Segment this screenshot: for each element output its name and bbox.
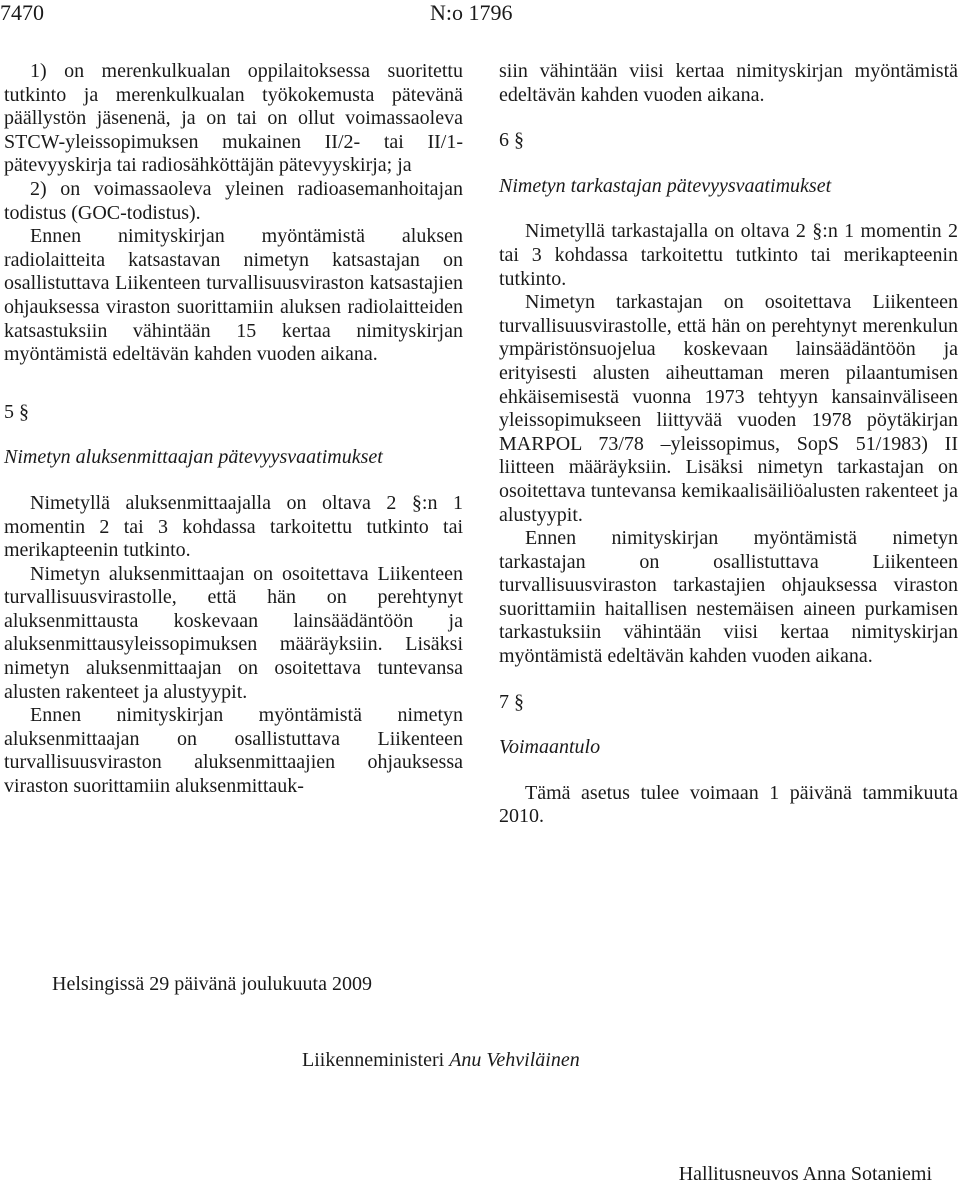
signature-place-date: Helsingissä 29 päivänä joulukuuta 2009 xyxy=(52,973,372,995)
section-6-paragraph-2: Nimetyn tarkastajan on osoitettava Liikenteen turvallisuusvirastolle, että hän on perehtynyt merenkulun ympäristönsuojelua koskevaan lainsäädäntöön ja erityisesti alusten aiheuttaman meren pilaantumisen ehkäisemisestä vuonna 1973 tehtyyn kansainväliseen yleissopimukseen liittyvää vuoden 1978 pöytäkirjan MARPOL 73/78 –yleissopimus, SopS 51/1983) II liitteen määräyksiin. Lisäksi nimetyn tarkastajan on osoitettava tuntevansa kemikaalisäiliöalusten rakenteet ja alustyypit. xyxy=(499,291,958,526)
section-6-paragraph-3: Ennen nimityskirjan myöntämistä nimetyn tarkastajan on osallistuttava Liikenteen turvallisuusviraston tarkastajien ohjauksessa viraston suorittamiin haitallisen nestemäisen aineen purkamisen tarkastuksiin vähintään viisi kertaa nimityskirjan myöntämistä edeltävän kahden vuoden aikana. xyxy=(499,527,958,668)
list-item-1: 1) on merenkulkualan oppilaitoksessa suoritettu tutkinto ja merenkulkualan työkokemusta pätevänä päällystön jäsenenä, ja on tai on ollut voimassaoleva STCW-yleissopimuksen mukainen II/2- tai II/1-pätevyyskirja tai radiosähköttäjän pätevyyskirja; ja xyxy=(4,60,463,177)
list-item-2: 2) on voimassaoleva yleinen radioasemanhoitajan todistus (GOC-todistus). xyxy=(4,177,463,224)
left-column xyxy=(4,60,463,799)
section-5-number: 5 § xyxy=(4,400,29,423)
minister-signature xyxy=(302,1048,580,1072)
minister-title: Liikenneministeri xyxy=(302,1049,445,1071)
section-7-number: 7 § xyxy=(499,690,524,713)
section-6-paragraph-1: Nimetyllä tarkastajalla on oltava 2 §:n 1 momentin 2 tai 3 kohdassa tarkoitettu tutkinto tai merikapteenin tutkinto. xyxy=(499,220,958,290)
section-5-paragraph-3: Ennen nimityskirjan myöntämistä nimetyn aluksenmittaajan on osallistuttava Liikenteen turvallisuusviraston aluksenmittaajien ohjauksessa viraston suorittamiin aluksenmittauk- xyxy=(4,704,463,798)
section-6-number: 6 § xyxy=(499,129,524,152)
minister-name: Anu Vehviläinen xyxy=(449,1049,580,1071)
section-5-title: Nimetyn aluksenmittaajan pätevyysvaatimukset xyxy=(4,446,383,469)
section-7-paragraph-1: Tämä asetus tulee voimaan 1 päivänä tammikuuta 2010. xyxy=(499,781,958,828)
issue-number: N:o 1796 xyxy=(430,0,513,25)
section-5-paragraph-1: Nimetyllä aluksenmittaajalla on oltava 2 §:n 1 momentin 2 tai 3 kohdassa tarkoitettu tutkinto tai merikapteenin tutkinto. xyxy=(4,491,463,562)
paragraph-training: Ennen nimityskirjan myöntämistä aluksen radiolaitteita katsastavan nimetyn katsastajan on osallistuttava Liikenteen turvallisuusviraston katsastajien ohjauksessa viraston suorittamiin aluksen radiolaitteiden katsastuksiin vähintään 15 kertaa nimityskirjan myöntämistä edeltävän kahden vuoden aikana. xyxy=(4,225,463,366)
page-number: 7470 xyxy=(0,0,44,25)
section-7-title: Voimaantulo xyxy=(499,736,601,759)
counsellor-signature: Hallitusneuvos Anna Sotaniemi xyxy=(678,1163,932,1185)
continuation-text: siin vähintään viisi kertaa nimityskirjan myöntämistä edeltävän kahden vuoden aikana. xyxy=(499,60,958,106)
section-6-title: Nimetyn tarkastajan pätevyysvaatimukset xyxy=(499,174,832,197)
section-5-paragraph-2: Nimetyn aluksenmittaajan on osoitettava Liikenteen turvallisuusvirastolle, että hän on perehtynyt aluksenmittausta koskevaan lainsäädäntöön ja aluksenmittausyleissopimuksen määräyksiin. Lisäksi nimetyn aluksenmittaajan on osoitettava tuntevansa alusten rakenteet ja alustyypit. xyxy=(4,562,463,703)
right-column xyxy=(499,60,958,829)
